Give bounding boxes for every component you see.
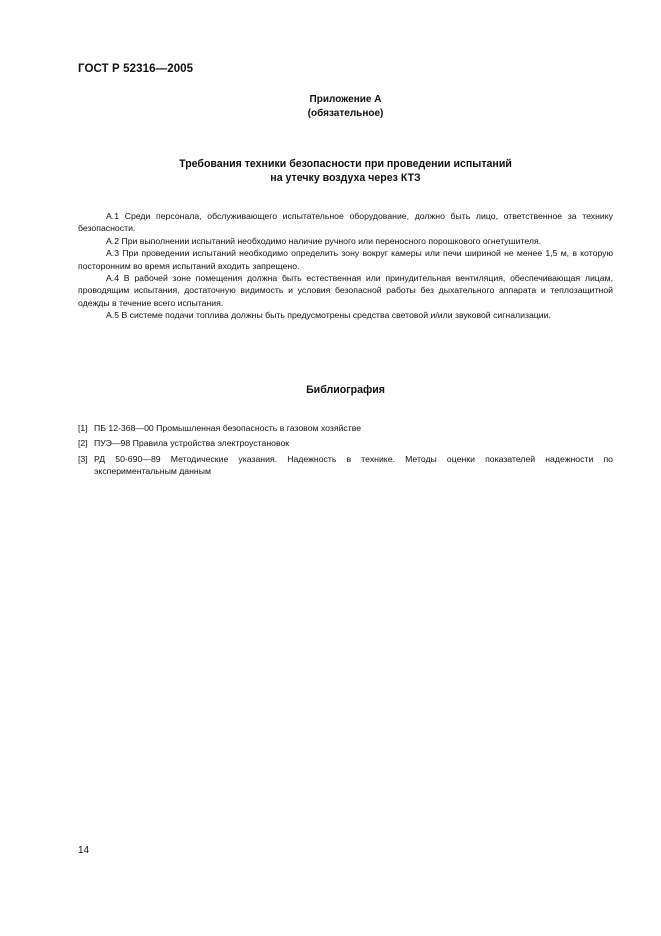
bibliography-item	[78, 437, 613, 449]
bibliography-item	[78, 453, 613, 478]
requirement-item: А.5 В системе подачи топлива должны быть предусмотрены средства световой и/или звуковой сигнализации.	[106, 310, 551, 321]
bibliography-text: ПБ 12-368—00 Промышленная безопасность в газовом хозяйстве	[94, 423, 362, 433]
bibliography-number: [1]	[78, 423, 88, 433]
requirement-item: А.2 При выполнении испытаний необходимо наличие ручного или переносного порошкового огнетушителя.	[106, 235, 542, 246]
appendix-status: (обязательное)	[307, 108, 384, 119]
bibliography-text: ПУЭ—98 Правила устройства электроустановок	[94, 438, 290, 449]
appendix-label: Приложение А	[309, 94, 382, 105]
bibliography-text: РД 50-690—89 Методические указания. Надежность в технике. Методы оценки показателей надежности по экспериментальным данным	[94, 453, 613, 477]
requirement-item: А.4 В рабочей зоне помещения должна быть естественная или принудительная вентиляция, обеспечивающая лицам, проводящим испытания, достаточную видимость и условия безопасной работы без дыхательного аппарата и теплозащитной одежды в течение всего испытания.	[78, 273, 613, 308]
page-number: 14	[78, 845, 90, 856]
bibliography-item	[78, 422, 613, 434]
section-title-line1: Требования техники безопасности при проведении испытаний	[179, 158, 512, 170]
bibliography-number: [3]	[78, 453, 88, 464]
appendix-heading	[0, 93, 661, 121]
section-title	[0, 157, 661, 185]
requirements-list	[78, 210, 613, 322]
bibliography-number: [2]	[78, 438, 88, 449]
requirement-item: А.1 Среди персонала, обслуживающего испытательное оборудование, должно быть лицо, ответственное за технику безопасности.	[78, 211, 613, 234]
standard-code: ГОСТ Р 52316—2005	[78, 63, 194, 75]
bibliography-list	[78, 422, 613, 481]
bibliography-title: Библиография	[306, 384, 385, 396]
requirement-item: А.3 При проведении испытаний необходимо определить зону вокруг камеры или печи шириной не менее 1,5 м, в которую посторонним во время испытаний входить запрещено.	[78, 248, 613, 271]
section-title-line2: на утечку воздуха через КТЗ	[270, 172, 421, 184]
